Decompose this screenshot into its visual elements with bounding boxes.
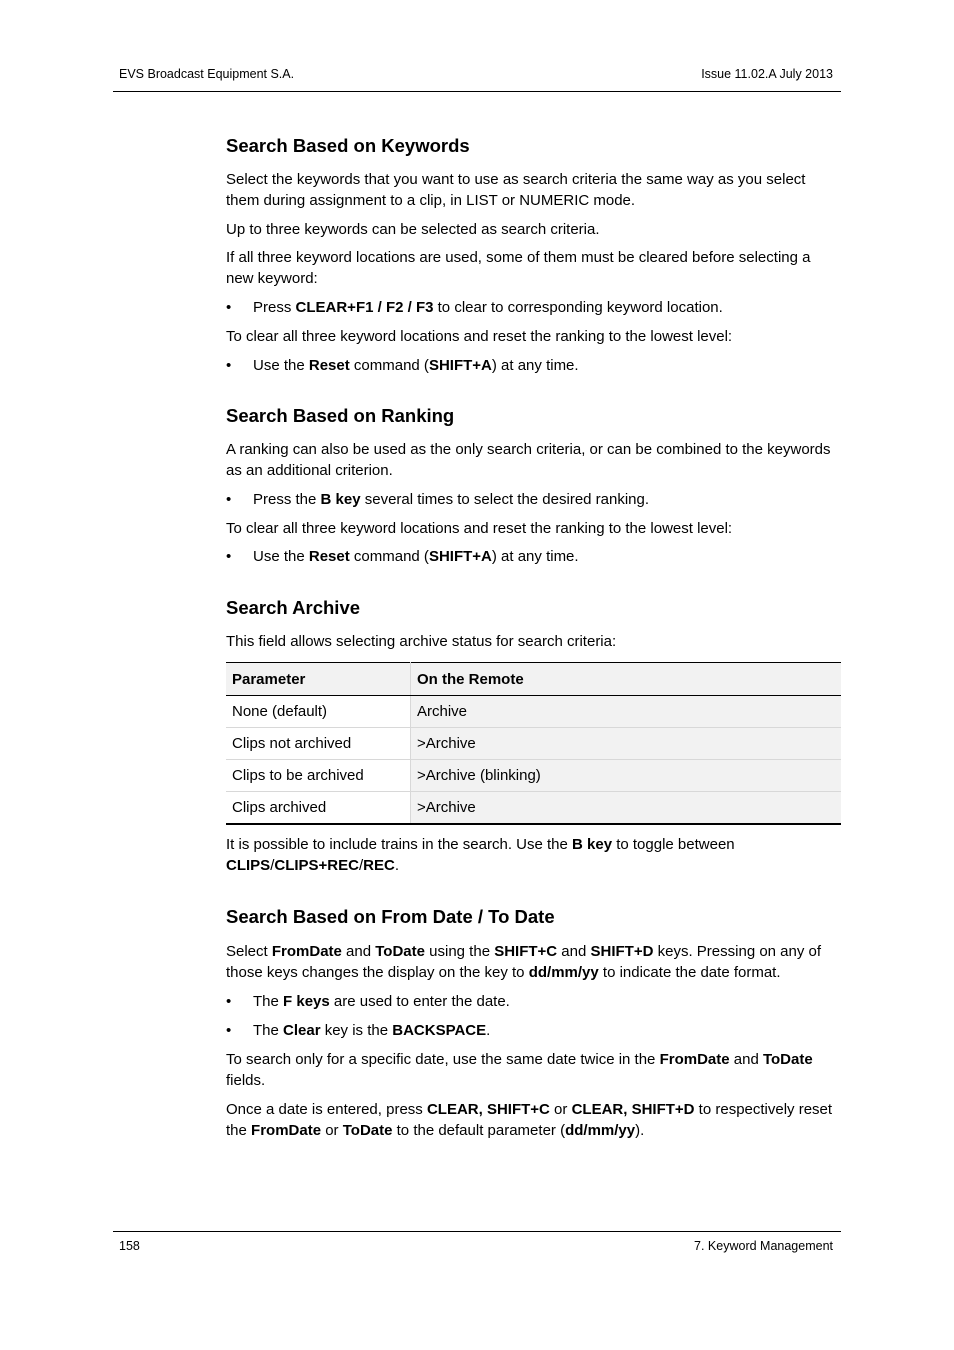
column-header: Parameter: [226, 663, 411, 696]
paragraph: To clear all three keyword locations and reset the ranking to the lowest level:: [226, 520, 733, 537]
table-cell: >Archive (blinking): [411, 760, 842, 792]
bullet-item: • Use the Reset command (SHIFT+A) at any time.: [226, 357, 579, 374]
header-issue: Issue 11.02.A July 2013: [701, 67, 833, 81]
paragraph: A ranking can also be used as the only search criteria, or can be combined to the keywords as an additional criterion.: [226, 441, 831, 479]
table-row: [226, 728, 841, 760]
table-cell: None (default): [226, 696, 411, 728]
bullet-glyph: •: [226, 491, 232, 508]
table-row: [226, 792, 841, 825]
header-company: EVS Broadcast Equipment S.A.: [119, 67, 295, 81]
table-row: [226, 696, 841, 728]
paragraph: To search only for a specific date, use the same date twice in the FromDate and ToDate fields.: [226, 1051, 813, 1089]
bullet-item: • Press CLEAR+F1 / F2 / F3 to clear to corresponding keyword location.: [226, 299, 723, 316]
paragraph: Up to three keywords can be selected as search criteria.: [226, 221, 600, 238]
bullet-item: • The F keys are used to enter the date.: [226, 993, 510, 1010]
archive-table: [226, 662, 841, 825]
table-cell: >Archive: [411, 792, 842, 825]
bullet-item: • The Clear key is the BACKSPACE.: [226, 1022, 491, 1039]
section-title-archive: Search Archive: [226, 597, 361, 618]
paragraph: Select FromDate and ToDate using the SHIFT+C and SHIFT+D keys. Pressing on any of those keys changes the display on the key to dd/mm/yy to indicate the date format.: [226, 943, 822, 981]
footer-chapter: 7. Keyword Management: [694, 1239, 833, 1253]
section-title-ranking: Search Based on Ranking: [226, 405, 455, 426]
paragraph: It is possible to include trains in the search. Use the B key to toggle between CLIPS/CLIPS+REC/REC.: [226, 836, 735, 874]
page-footer: [113, 1231, 841, 1262]
table-cell: >Archive: [411, 728, 842, 760]
paragraph: Once a date is entered, press CLEAR, SHIFT+C or CLEAR, SHIFT+D to respectively reset the FromDate or ToDate to the default parameter (dd/mm/yy).: [226, 1101, 833, 1139]
table-cell: Clips to be archived: [226, 760, 411, 792]
paragraph: This field allows selecting archive status for search criteria:: [226, 633, 617, 650]
table-header-row: [226, 663, 841, 696]
bullet-glyph: •: [226, 299, 232, 316]
bullet-item: • Use the Reset command (SHIFT+A) at any time.: [226, 548, 579, 565]
paragraph: Select the keywords that you want to use as search criteria the same way as you select them during assignment to a clip, in LIST or NUMERIC mode.: [226, 171, 806, 209]
paragraph: If all three keyword locations are used, some of them must be cleared before selecting a new keyword:: [226, 249, 811, 287]
page-number: 158: [119, 1239, 140, 1253]
bullet-glyph: •: [226, 993, 232, 1010]
table-cell: Clips not archived: [226, 728, 411, 760]
section-title-keywords: Search Based on Keywords: [226, 135, 470, 156]
bullet-glyph: •: [226, 357, 232, 374]
page-header: [113, 66, 841, 92]
table-cell: Archive: [411, 696, 842, 728]
section-title-date: Search Based on From Date / To Date: [226, 906, 555, 927]
paragraph: To clear all three keyword locations and reset the ranking to the lowest level:: [226, 328, 733, 345]
bullet-glyph: •: [226, 1022, 232, 1039]
page-body: [226, 134, 841, 1141]
bullet-item: • Press the B key several times to select the desired ranking.: [226, 491, 650, 508]
bullet-glyph: •: [226, 548, 232, 565]
table-row: [226, 760, 841, 792]
column-header: On the Remote: [411, 663, 842, 696]
table-cell: Clips archived: [226, 792, 411, 825]
